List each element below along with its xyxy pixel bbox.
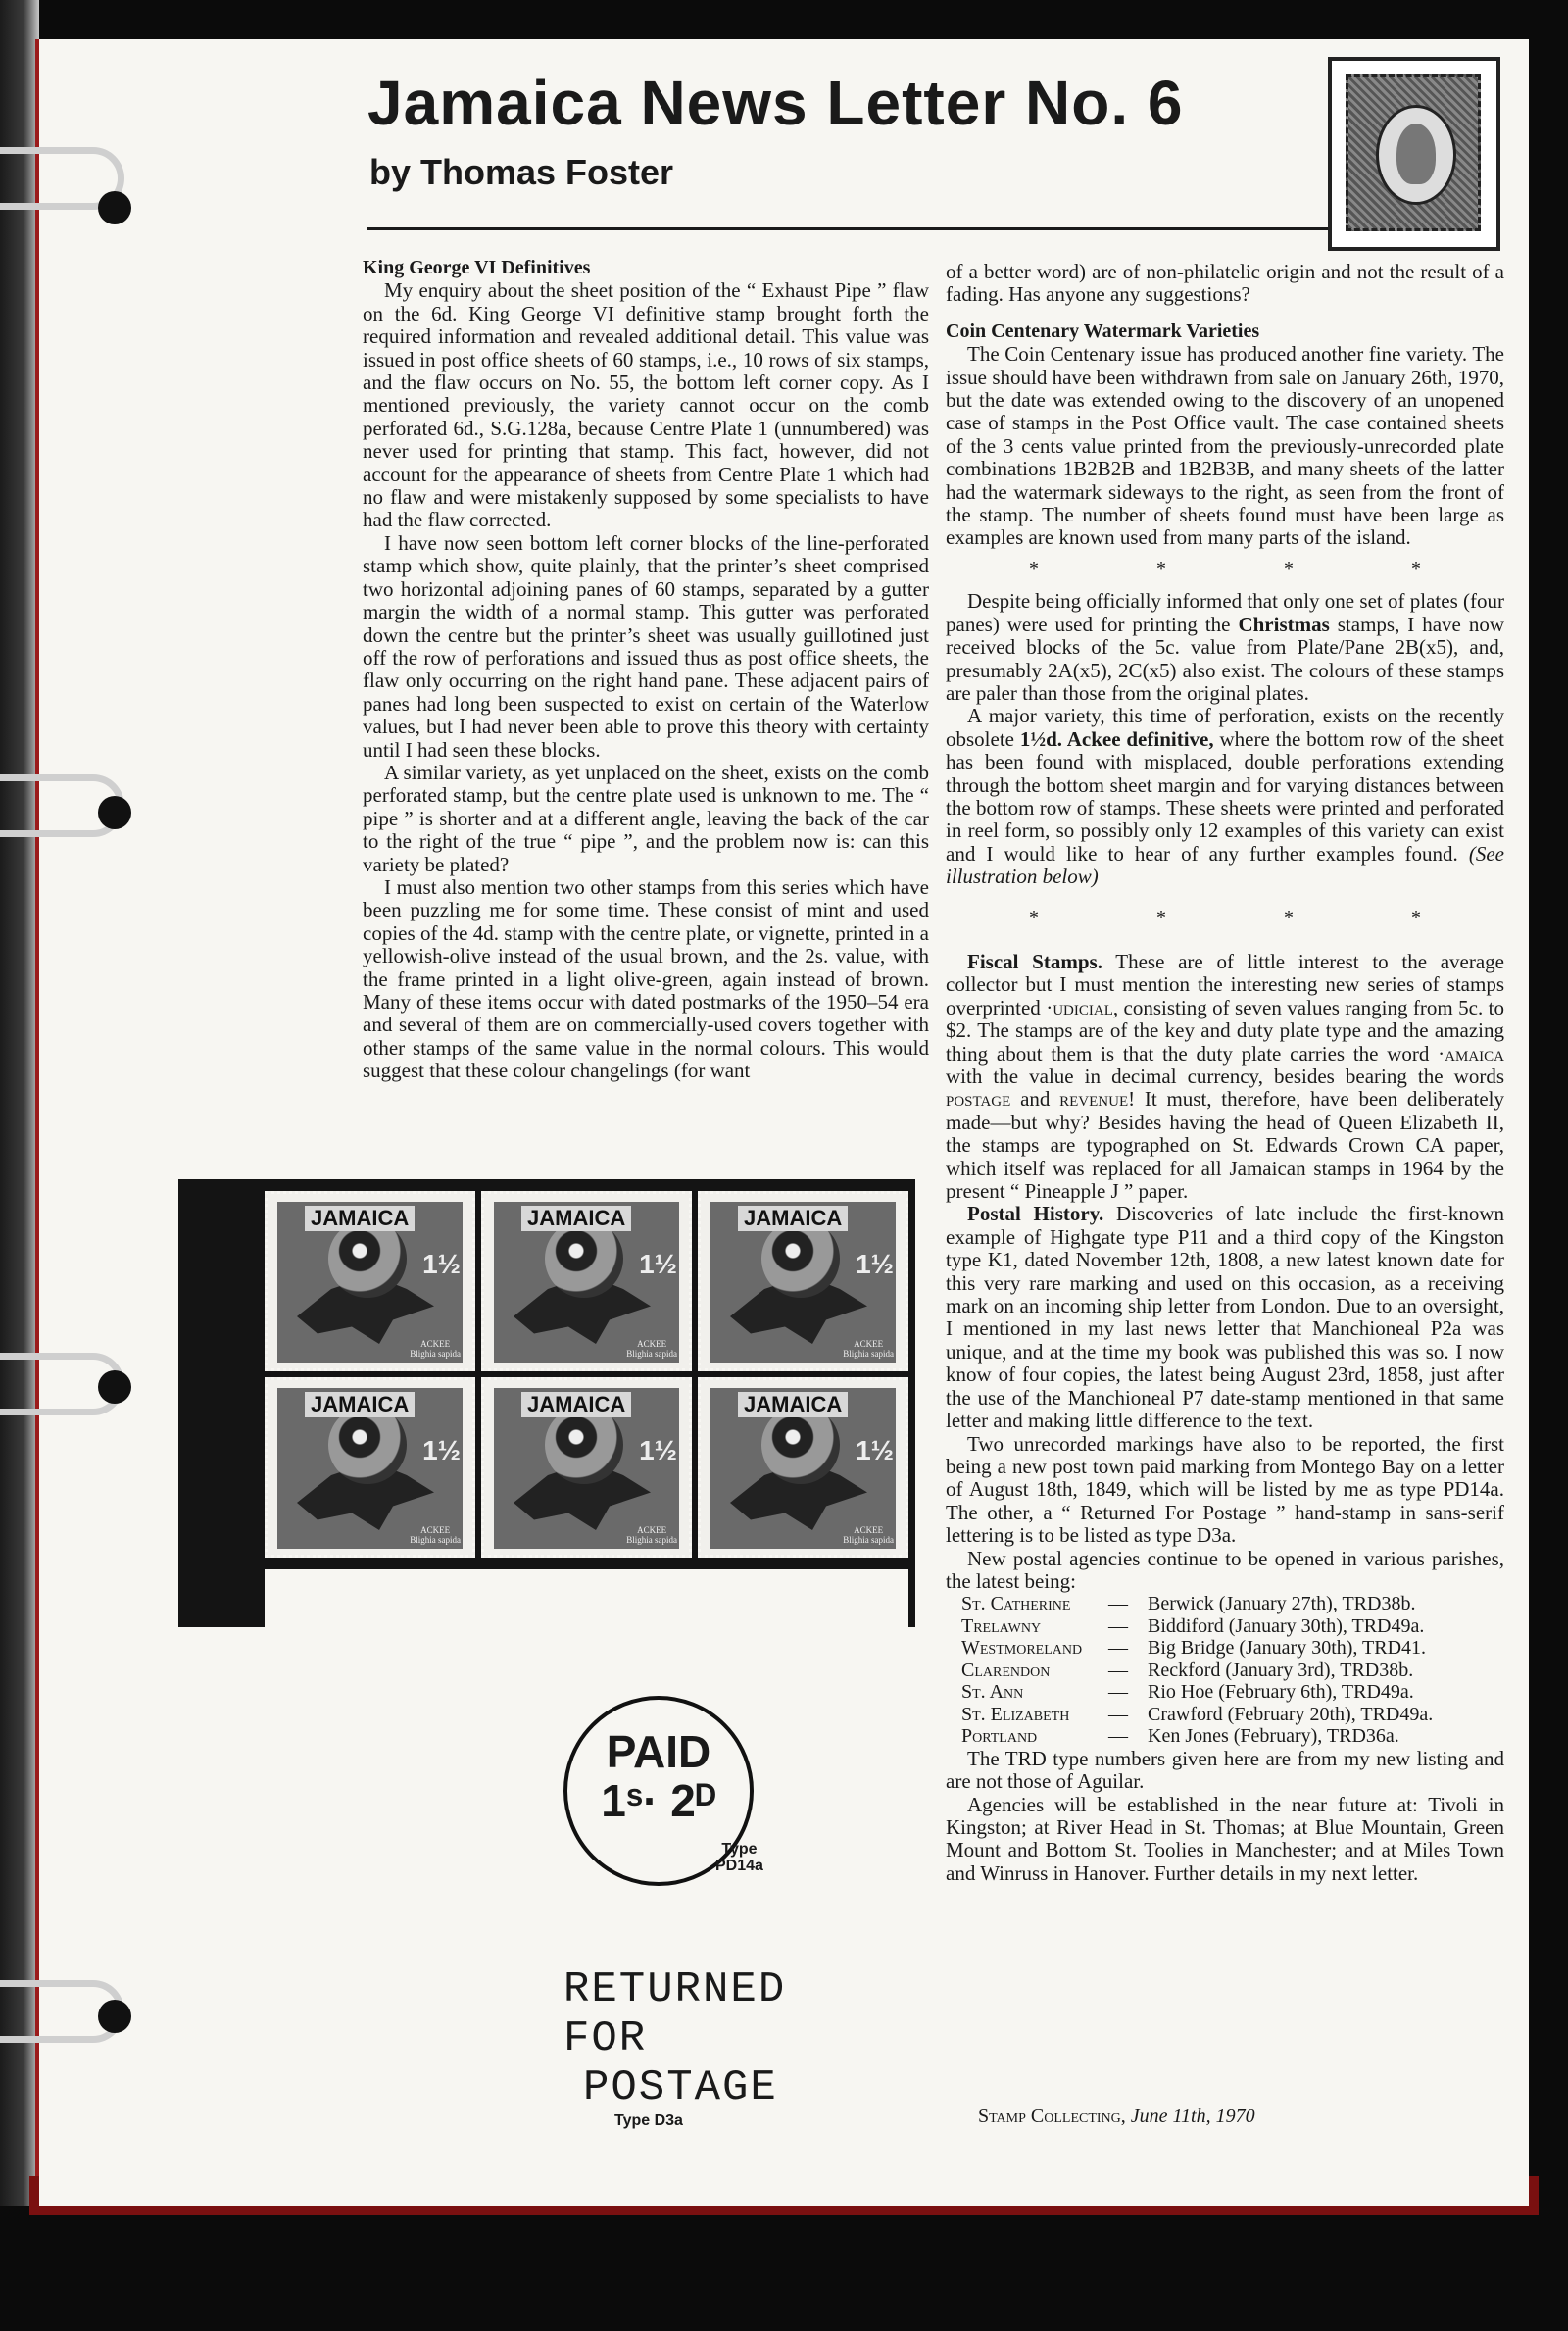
stamp-caption: [410, 1525, 461, 1545]
agency-dash: —: [1108, 1637, 1128, 1660]
paragraph-similar-variety: A similar variety, as yet unplaced on the sheet, exists on the comb perforated stamp, but the centre plate used is unknown to me. The “ pipe ” is shorter and at a different angle, leaving the back of the car to the right of the true “ pipe ”, and the problem now is: can this variety be plated?: [363, 760, 929, 876]
queen-portrait-icon: [1396, 124, 1436, 184]
stamp-thumbnail-frame: [1346, 74, 1481, 231]
text: where the bottom row of the sheet has been found with misplaced, double perforations extending through the bottom sheet margin and for varying distances between the bottom row of stamps. These sheets were printed and perforated in reel form, so possibly only 12 examples of this variety can exist and I would like to hear of any further examples found.: [946, 726, 1505, 866]
agency-detail: Biddiford (January 30th), TRD49a.: [1148, 1614, 1425, 1637]
star: *: [1156, 557, 1166, 579]
stamp-caption-1: ACKEE: [637, 1339, 667, 1349]
agency-row: [946, 1725, 1504, 1748]
ackee-fruit-icon: [545, 1406, 623, 1484]
stamp-caption-2: Blighia sapida: [843, 1349, 894, 1359]
agency-parish: Westmoreland: [961, 1637, 1083, 1660]
ackee-stamp: [481, 1191, 692, 1371]
stamp-value: 1½: [639, 1435, 677, 1465]
ackee-fruit-icon: [761, 1406, 840, 1484]
agency-detail: Big Bridge (January 30th), TRD41.: [1148, 1637, 1427, 1660]
paragraph-agencies-intro: New postal agencies continue to be opened in various parishes, the latest being:: [946, 1546, 1504, 1593]
text-italic: (See illustration below): [946, 841, 1504, 889]
heading-coin-centenary: Coin Centenary Watermark Varieties: [946, 320, 1260, 342]
ackee-stamp: [481, 1377, 692, 1558]
stamp-portrait-oval: [1376, 105, 1456, 205]
paragraph-future-agencies: Agencies will be established in the near future at: Tivoli in Kingston; at River Head in St. Thomas; at Blue Mountain, Green Mount and Bottom St. Toolies in Manchester; and at Miles Town and Winruss in Hanover. Further details in my next letter.: [946, 1792, 1504, 1885]
paragraph-ackee-variety: [946, 705, 1504, 888]
text: and: [1010, 1087, 1060, 1112]
ackee-stamp-block: [178, 1179, 915, 1627]
paragraph-coin-centenary: The Coin Centenary issue has produced another fine variety. The issue should have been withdrawn from sale on January 26th, 1970, but the date was extended owing to the discovery of an unopened case of stamps in the Post Office vault. The case contained sheets of the 3 cents value printed from the previously-unrecorded plate combinations 1B2B2B and 1B2B3B, and many sheets of the latter had the watermark sideways to the right, as seen from the front of the stamp. The number of sheets found must have been large as examples are known used from many parts of the island.: [946, 342, 1504, 550]
text: stamps, I have now received blocks of the 5c. value from Plate/Pane 2B(x5), and, presumably 2A(x5), 2C(x5) also exist. The colours of these stamps are paler than those from the original plates.: [946, 612, 1504, 705]
newsletter-page: [39, 39, 1529, 2206]
heading-kgvi-definitives: King George VI Definitives: [363, 257, 591, 278]
text: A major variety, this time of perforation, exists on the recently obsolete: [946, 704, 1504, 751]
agency-parish: Portland: [961, 1725, 1038, 1748]
agency-parish: St. Elizabeth: [961, 1703, 1070, 1725]
star: *: [1411, 557, 1421, 579]
text-smallcaps: ·amaica: [1438, 1041, 1504, 1066]
stamp-country: JAMAICA: [738, 1392, 848, 1417]
returned-line-3: POSTAGE: [583, 2063, 778, 2112]
paid-type-label: [715, 1841, 763, 1874]
stamp-country: JAMAICA: [738, 1206, 848, 1231]
text: Despite being officially informed that only one set of plates (four panes) were used for printing the: [946, 589, 1504, 636]
text-smallcaps: revenue: [1059, 1087, 1129, 1112]
stamp-caption-1: ACKEE: [637, 1525, 667, 1535]
stamp-caption-1: ACKEE: [854, 1339, 884, 1349]
paragraph-colour-changelings: I must also mention two other stamps from this series which have been puzzling me for some time. These consist of mint and used copies of the 4d. stamp with the centre plate, or vignette, printed in a yellowish-olive instead of the usual brown, and the 2s. value, with the frame printed in a light olive-green, again instead of brown. Many of these items occur with dated postmarks of the 1950–54 era and several of them are on commercially-used covers together with other stamps of the same value in the normal colours. This would suggest that these colour changelings (for want: [363, 874, 929, 1083]
ackee-fruit-icon: [328, 1219, 407, 1298]
ackee-fruit-icon: [761, 1219, 840, 1298]
star: *: [1029, 906, 1039, 928]
agency-row: [946, 1615, 1504, 1638]
agency-row: [946, 1681, 1504, 1704]
agency-dash: —: [1108, 1703, 1128, 1725]
agency-row: [946, 1704, 1504, 1726]
star: *: [1029, 557, 1039, 579]
ackee-stamp: [265, 1191, 475, 1371]
agency-row: [946, 1637, 1504, 1660]
stamp-value: 1½: [422, 1249, 461, 1279]
paragraph-continuation: of a better word) are of non-philatelic origin and not the result of a fading. Has anyone any suggestions?: [946, 260, 1504, 307]
publication-date: June 11th, 1970: [1130, 2106, 1255, 2127]
stamp-country: JAMAICA: [305, 1206, 415, 1231]
stamp-value: 1½: [639, 1249, 677, 1279]
agency-parish: Clarendon: [961, 1659, 1051, 1681]
paragraph-exhaust-pipe: My enquiry about the sheet position of the “ Exhaust Pipe ” flaw on the 6d. King George VI definitive stamp brought forth the required information and revealed additional detail. This value was issued in post office sheets of 60 stamps, i.e., 10 rows of six stamps, and the flaw occurs on No. 55, the bottom left corner copy. As I mentioned previously, the variety cannot occur on the comb perforated 6d., S.G.128a, because Centre Plate 1 (unnumbered) was never used for printing that stamp. This fact, however, did not account for the appearance of sheets from Centre Plate 1 which had no flaw and were mistakenly supposed by some specialists to have had the flaw corrected.: [363, 278, 929, 532]
sheet-bottom-margin: [265, 1569, 908, 1685]
publication-footer: [978, 2106, 1255, 2128]
title-rule: [368, 227, 1367, 230]
paid-line-1: PAID: [606, 1726, 711, 1777]
agency-detail: Crawford (February 20th), TRD49a.: [1148, 1703, 1434, 1725]
byline: by Thomas Foster: [369, 152, 674, 192]
agency-list: [946, 1593, 1504, 1748]
stamp-value: 1½: [856, 1249, 894, 1279]
type-word: Type: [721, 1841, 758, 1858]
section-divider-stars: [946, 907, 1504, 929]
text: , consisting of seven values ranging from 5c. to $2. The stamps are of the key and duty plate type and the amazing thing about them is that the duty plate carries the word: [946, 995, 1504, 1066]
text: Discoveries of late include the first-known example of Highgate type P11 and a third copy of the Kingston type K1, dated November 12th, 1808, a new latest known date for this very rare marking and used on this occasion, as a receiving mark on an incoming ship letter from London. Due to an oversight, I mentioned in my last news letter that Manchioneal P2a was unique, and at the time my book was published this was so. I now know of four copies, the latest being August 23rd, 1858, just after the use of the Manchioneal P7 date-stamp mentioned in that same letter and making little difference to the text.: [946, 1202, 1504, 1433]
stamp-caption-2: Blighia sapida: [843, 1535, 894, 1545]
agency-dash: —: [1108, 1593, 1128, 1615]
text-bold: 1½d. Ackee definitive,: [1019, 726, 1214, 751]
paragraph-trd-note: The TRD type numbers given here are from my new listing and are not those of Aguilar.: [946, 1746, 1504, 1794]
paragraph-postal-history: [946, 1203, 1504, 1432]
ackee-fruit-icon: [328, 1406, 407, 1484]
stamp-value: 1½: [856, 1435, 894, 1465]
paragraph-christmas: [946, 590, 1504, 705]
publication-name: Stamp Collecting,: [978, 2106, 1126, 2127]
ackee-fruit-icon: [545, 1219, 623, 1298]
stamp-caption: [626, 1525, 677, 1545]
returned-for-postage-handstamp: [564, 1965, 786, 2112]
agency-parish: Trelawny: [961, 1614, 1042, 1637]
binder-edge: [0, 0, 39, 2206]
agency-row: [946, 1593, 1504, 1615]
ackee-stamp: [698, 1191, 908, 1371]
page-title: Jamaica News Letter No. 6: [368, 68, 1184, 138]
returned-line-1: RETURNED: [564, 1965, 787, 2014]
stamp-value: 1½: [422, 1435, 461, 1465]
text-bold: Christmas: [1238, 612, 1330, 636]
text: ! It must, therefore, have been deliberately made—but why? Besides having the head of Queen Elizabeth II, the stamps are typographed on St. Edwards Crown CA paper, which itself was replaced for all Jamaican stamps in 1964 by the present “ Pineapple J ” paper.: [946, 1087, 1504, 1204]
punch-hole: [98, 191, 131, 224]
paragraph-fiscal-stamps: [946, 951, 1504, 1203]
stamp-caption: [626, 1339, 677, 1359]
left-column: [363, 257, 929, 1083]
paragraph-corner-blocks: I have now seen bottom left corner blocks of the line-perforated stamp which show, quite plainly, that the printer’s sheet comprised two horizontal adjoining panes of 60 stamps, separated by a gutter margin the width of a normal stamp. This gutter was perforated down the centre but the printer’s sheet was usually guillotined just off the row of perforations and issued thus as post office sheets, the flaw only occurring on the right hand pane. These adjacent pairs of panes had long been suspected to exist on certain of the Waterlow values, but I had never been able to prove this theory with certainty until I had seen these blocks.: [363, 530, 929, 762]
agency-dash: —: [1108, 1614, 1128, 1637]
agency-dash: —: [1108, 1659, 1128, 1681]
text-smallcaps: ·udicial: [1046, 995, 1113, 1019]
stamp-caption-2: Blighia sapida: [626, 1349, 677, 1359]
stamp-caption-2: Blighia sapida: [410, 1349, 461, 1359]
text: with the value in decimal currency, besides bearing the words: [946, 1065, 1504, 1088]
agency-row: [946, 1660, 1504, 1682]
type-code: PD14a: [715, 1858, 763, 1874]
returned-line-2: FOR: [564, 2014, 648, 2063]
section-divider-stars: [946, 558, 1504, 580]
stamp-country: JAMAICA: [521, 1392, 631, 1417]
agency-parish: St. Catherine: [961, 1593, 1071, 1615]
agency-dash: —: [1108, 1725, 1128, 1748]
stamp-caption: [843, 1525, 894, 1545]
returned-type-label: Type D3a: [614, 2112, 683, 2129]
star: *: [1284, 906, 1294, 928]
stamp-country: JAMAICA: [305, 1392, 415, 1417]
stamp-caption-1: ACKEE: [854, 1525, 884, 1535]
stamp-caption: [410, 1339, 461, 1359]
stamp-country: JAMAICA: [521, 1206, 631, 1231]
agency-detail: Rio Hoe (February 6th), TRD49a.: [1148, 1681, 1414, 1704]
ackee-stamp: [265, 1377, 475, 1558]
punch-hole: [98, 2000, 131, 2033]
punch-hole: [98, 1370, 131, 1404]
ackee-stamp: [698, 1377, 908, 1558]
text-bold: Fiscal Stamps.: [967, 949, 1102, 973]
text: These are of little interest to the average collector but I must mention the interesting new series of stamps overprinted: [946, 949, 1504, 1019]
agency-detail: Ken Jones (February), TRD36a.: [1148, 1725, 1399, 1748]
agency-dash: —: [1108, 1681, 1128, 1704]
stamp-caption-1: ACKEE: [420, 1339, 451, 1349]
agency-detail: Reckford (January 3rd), TRD38b.: [1148, 1659, 1414, 1681]
star: *: [1284, 557, 1294, 579]
text-bold: Postal History.: [967, 1202, 1104, 1226]
paid-line-2: 1ˢ· 2ᴰ: [601, 1775, 716, 1826]
star: *: [1411, 906, 1421, 928]
queen-stamp-thumbnail: [1328, 57, 1500, 251]
star: *: [1156, 906, 1166, 928]
agency-parish: St. Ann: [961, 1681, 1024, 1704]
punch-hole: [98, 796, 131, 829]
right-column: [946, 261, 1504, 1885]
agency-detail: Berwick (January 27th), TRD38b.: [1148, 1593, 1416, 1615]
stamp-caption-2: Blighia sapida: [626, 1535, 677, 1545]
paragraph-unrecorded-markings: Two unrecorded markings have also to be reported, the first being a new post town paid marking from Montego Bay on a letter of August 18th, 1849, which will be listed by me as type PD14a. The other, a “ Returned For Postage ” hand-stamp in sans-serif lettering is to be listed as type D3a.: [946, 1431, 1504, 1548]
text-smallcaps: postage: [946, 1087, 1011, 1112]
stamp-caption-2: Blighia sapida: [410, 1535, 461, 1545]
stamp-caption-1: ACKEE: [420, 1525, 451, 1535]
stamp-caption: [843, 1339, 894, 1359]
